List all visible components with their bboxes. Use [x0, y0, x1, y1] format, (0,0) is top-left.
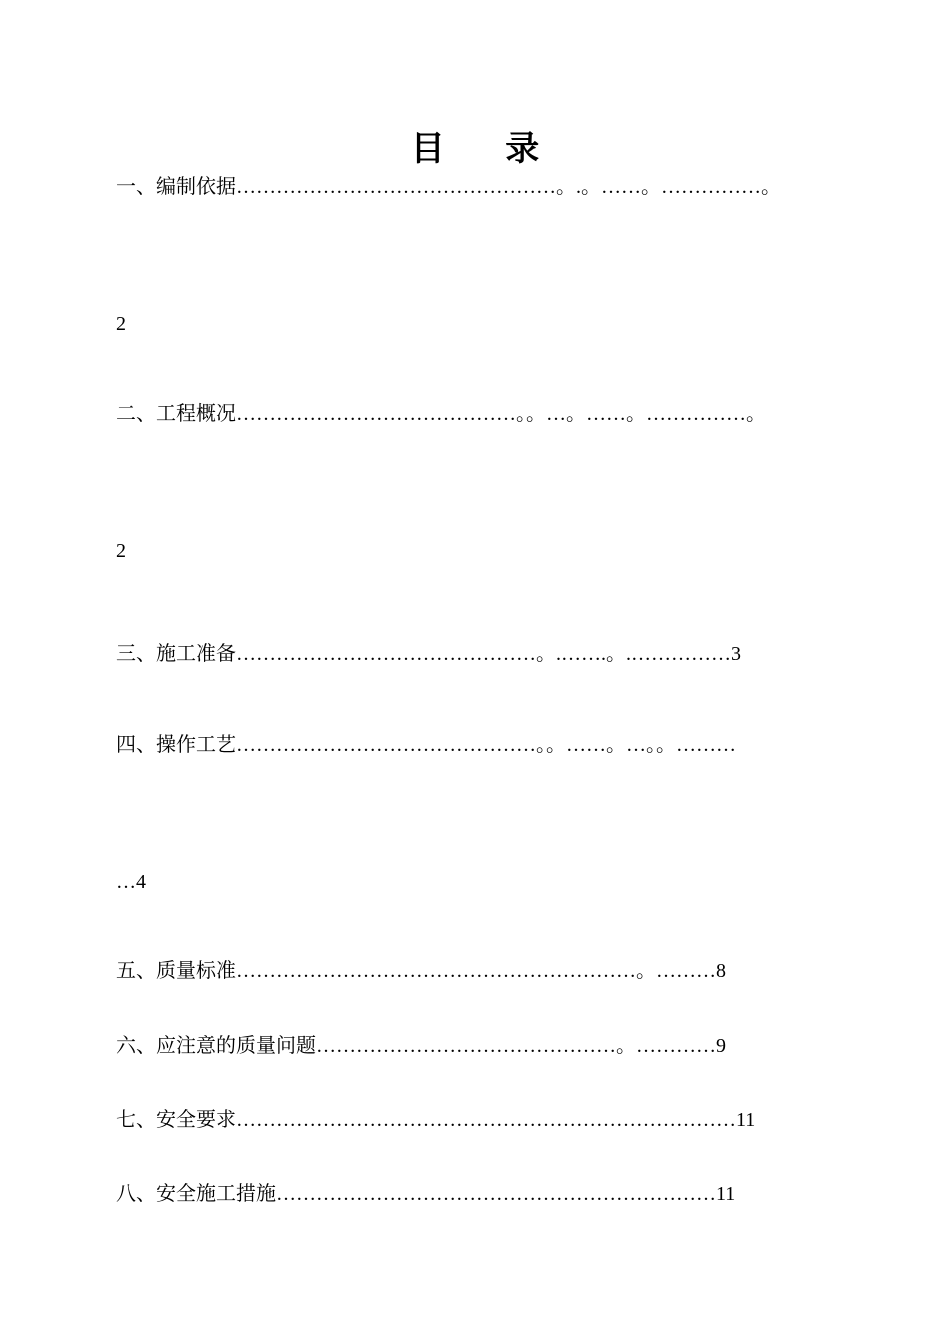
- toc-entry-7: 七、安全要求…………………………………………………………………11: [116, 1109, 756, 1131]
- toc-entry-4: 四、操作工艺………………………………………。。……。…。。………: [116, 734, 736, 756]
- toc-entry-1: 一、编制依据…………………………………………。.。……。……………。: [116, 176, 781, 198]
- toc-entry-4-page: …4: [116, 871, 146, 893]
- toc-entry-2-page: 2: [116, 540, 126, 562]
- toc-entry-6: 六、应注意的质量问题………………………………………。…………9: [116, 1035, 726, 1057]
- toc-entry-5: 五、质量标准……………………………………………………。………8: [116, 960, 726, 982]
- page-title: 目 录: [410, 131, 566, 168]
- toc-entry-2: 二、工程概况……………………………………。。…。……。……………。: [116, 403, 766, 425]
- toc-entry-8: 八、安全施工措施…………………………………………………………11: [116, 1183, 736, 1205]
- toc-entry-1-page: 2: [116, 313, 126, 335]
- toc-entry-3: 三、施工准备………………………………………。.…….。.……………3: [116, 643, 741, 665]
